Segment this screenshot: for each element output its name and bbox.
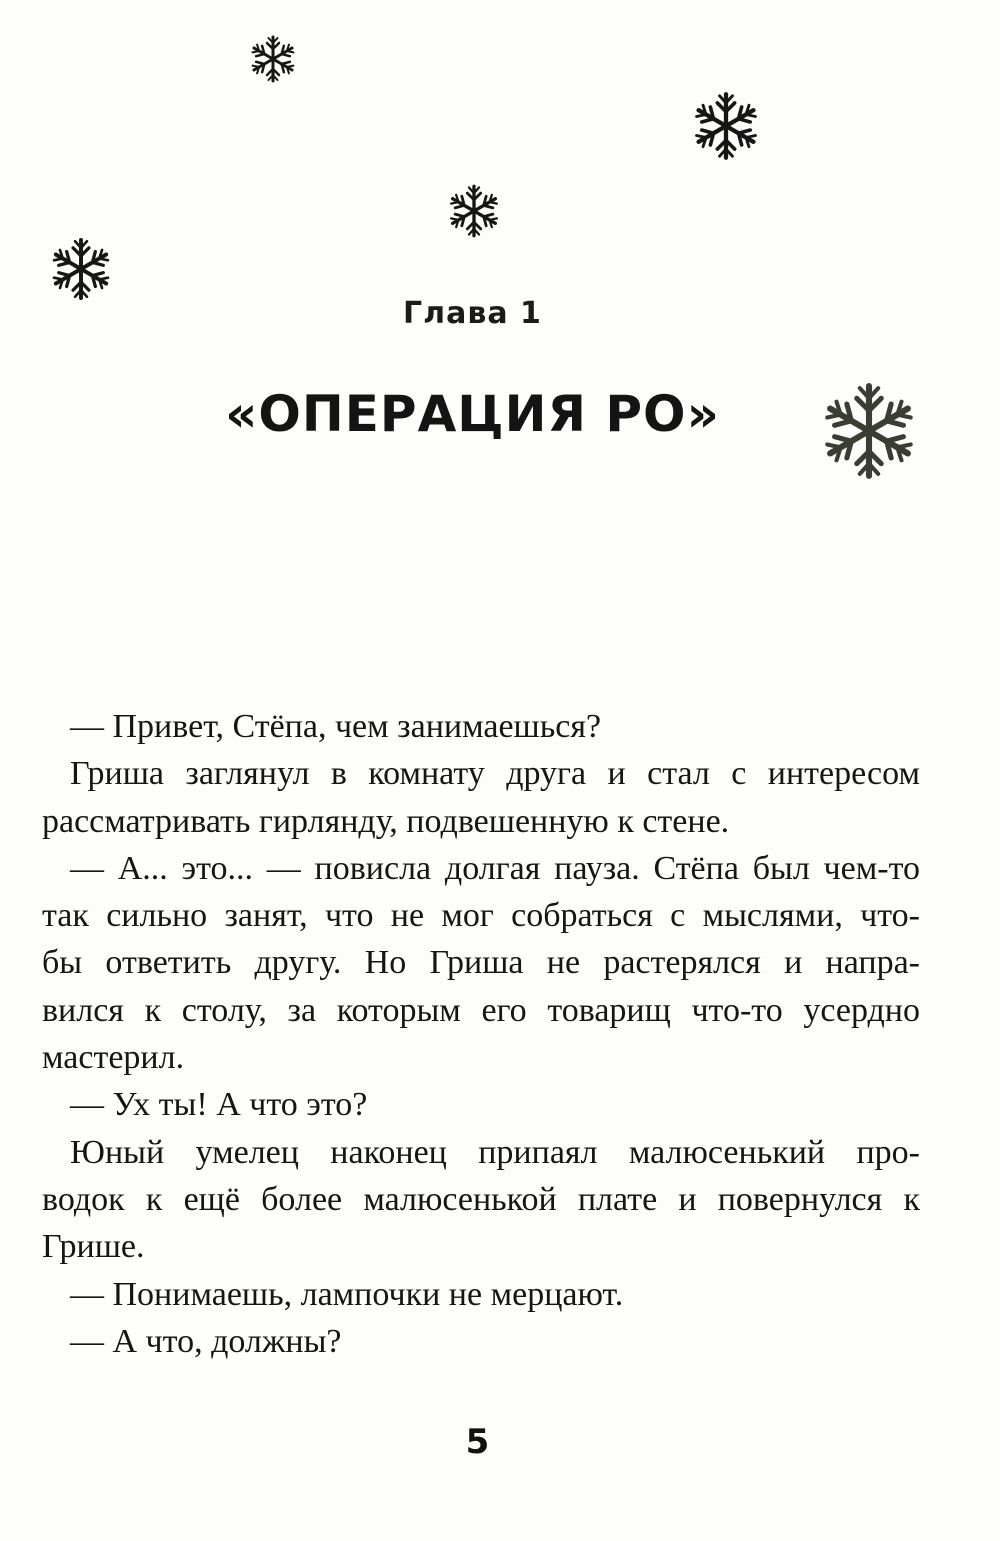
snowflake-icon	[48, 236, 114, 302]
snowflake-icon	[690, 90, 762, 162]
chapter-body	[42, 703, 920, 1365]
page-number: 5	[465, 1422, 490, 1462]
snowflake-icon	[248, 34, 298, 84]
text-line: — Ух ты! А что это?	[70, 1086, 368, 1124]
text-line: Юный умелец наконец припаял малюсенький про-	[70, 1133, 920, 1171]
text-line: — Понимаешь, лампочки не мерцают.	[70, 1275, 624, 1313]
text-line: так сильно занят, что не мог собраться с мыслями, что-	[42, 897, 920, 935]
text-line: рассматривать гирлянду, подвешенную к стене.	[42, 802, 730, 840]
text-line: Гриша заглянул в комнату друга и стал с интересом	[70, 755, 920, 793]
snowflake-icon	[446, 183, 502, 239]
chapter-label: Глава 1	[403, 296, 542, 331]
text-line: — А что, должны?	[70, 1322, 342, 1360]
text-line: бы ответить другу. Но Гриша не растерялся и напра-	[42, 944, 920, 982]
chapter-title: «ОПЕРАЦИЯ РО»	[225, 385, 720, 443]
text-line: мастерил.	[42, 1039, 185, 1077]
text-line: вился к столу, за которым его товарищ что-то усердно	[42, 991, 920, 1029]
text-line: водок к ещё более малюсенькой плате и повернулся к	[42, 1180, 920, 1218]
text-line: Грише.	[42, 1228, 145, 1266]
text-line: — А... это... — повисла долгая пауза. Стёпа был чем-то	[70, 849, 920, 887]
text-line: — Привет, Стёпа, чем занимаешься?	[70, 708, 602, 745]
